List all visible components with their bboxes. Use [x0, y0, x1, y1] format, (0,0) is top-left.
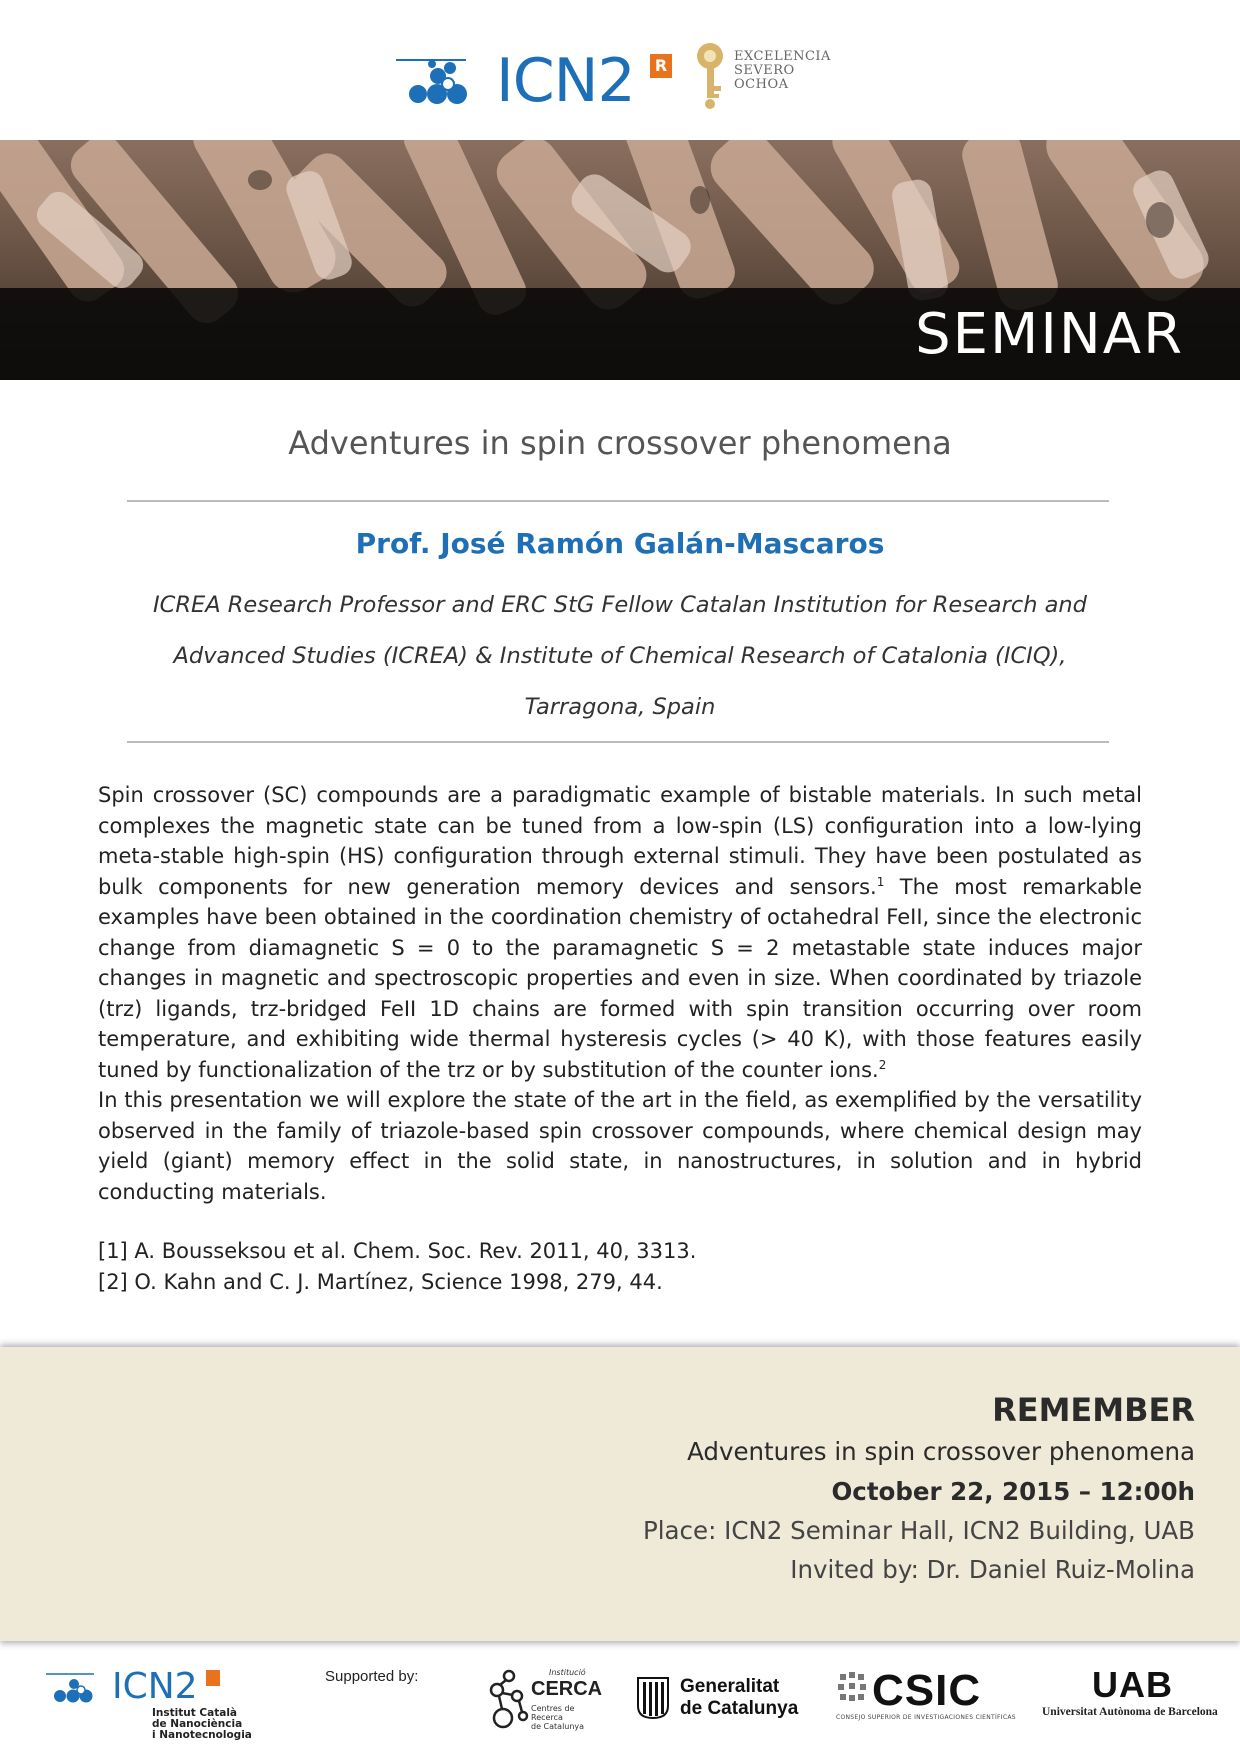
- remember-date: October 22, 2015 – 12:00h: [831, 1477, 1195, 1506]
- icn2-molecule-icon: [44, 1666, 112, 1710]
- citation-marker: 2: [878, 1057, 887, 1072]
- cerca-network-icon: [487, 1668, 531, 1732]
- affiliation-line: ICREA Research Professor and ERC StG Fellow Catalan Institution for Research and: [153, 592, 1087, 618]
- reference-item: [1] A. Bousseksou et al. Chem. Soc. Rev. 2011, 40, 3313.: [98, 1239, 697, 1263]
- uab-subtitle: Universitat Autònoma de Barcelona: [1042, 1706, 1218, 1718]
- abstract-paragraph: [98, 780, 1142, 1085]
- footer-icn2-badge: [206, 1670, 220, 1686]
- severo-line: OCHOA: [734, 77, 789, 92]
- citation-marker: 1: [876, 874, 885, 889]
- severo-ochoa-logo: [692, 40, 852, 112]
- abstract-text: Spin crossover (SC) compounds are a paradigmatic example of bistable materials. In such metal complexes the magnetic state can be tuned from a low-spin (LS) configuration into a low-lying meta-stable high-spin (HS) configuration through external stimuli. They have been postulated as bulk components for new generation memory devices and sensors.: [98, 783, 1142, 899]
- header-logos: [0, 36, 1240, 116]
- csic-wordmark: CSIC: [872, 1666, 982, 1715]
- icn2-badge: R: [650, 54, 672, 78]
- icn2-sub-line: Institut Català: [152, 1707, 237, 1719]
- cerca-subtitle: [531, 1704, 607, 1731]
- icn2-molecule-icon: [392, 46, 496, 116]
- supported-by-label: Supported by:: [325, 1668, 419, 1685]
- speaker-name: Prof. José Ramón Galán-Mascaros: [355, 527, 885, 560]
- remember-heading: REMEMBER: [992, 1391, 1195, 1429]
- generalitat-logo: [636, 1676, 806, 1726]
- severo-ochoa-text: [734, 50, 831, 92]
- references: [98, 1236, 1142, 1298]
- icn2-logo: [392, 46, 692, 116]
- cerca-institucio: Institució: [549, 1668, 586, 1677]
- severo-line: SEVERO: [734, 63, 795, 78]
- banner-title: SEMINAR: [915, 302, 1184, 367]
- speaker-affiliation: [150, 580, 1090, 733]
- generalitat-stripes-icon: [636, 1676, 670, 1720]
- cerca-logo: [487, 1668, 607, 1738]
- seminar-banner: [0, 140, 1240, 380]
- uab-logo: [1040, 1664, 1225, 1730]
- icn2-sub-line: i Nanotecnologia: [152, 1729, 252, 1741]
- generalitat-line: de Catalunya: [680, 1698, 799, 1719]
- footer-icn2-wordmark: ICN2: [112, 1666, 198, 1707]
- reference-item: [2] O. Kahn and C. J. Martínez, Science 1998, 279, 44.: [98, 1270, 663, 1294]
- cerca-sub-line: Centres de Recerca: [531, 1704, 575, 1722]
- csic-subtitle: CONSEJO SUPERIOR DE INVESTIGACIONES CIENTÍFICAS: [836, 1714, 1016, 1721]
- footer-icn2-subtitle: [152, 1708, 252, 1741]
- footer-icn2-logo: [44, 1666, 254, 1746]
- abstract-paragraph: In this presentation we will explore the state of the art in the field, as exemplified by the versatility observed in the family of triazole-based spin crossover compounds, where chemical design may yield (giant) memory effect in the solid state, in nanostructures, in solution and in hybrid conducting materials.: [98, 1088, 1142, 1204]
- icn2-sub-line: de Nanociència: [152, 1718, 243, 1730]
- cerca-wordmark: CERCA: [531, 1678, 603, 1700]
- remember-invited-by: Invited by: Dr. Daniel Ruiz-Molina: [790, 1555, 1195, 1584]
- cerca-sub-line: de Catalunya: [531, 1722, 585, 1731]
- affiliation-line: Tarragona, Spain: [524, 694, 716, 720]
- talk-title: Adventures in spin crossover phenomena: [288, 424, 952, 462]
- generalitat-line: Generalitat: [680, 1676, 780, 1697]
- footer-sponsors: [0, 1654, 1240, 1754]
- uab-wordmark: UAB: [1092, 1664, 1173, 1705]
- icn2-wordmark: ICN2: [496, 46, 635, 116]
- divider-bottom: [127, 741, 1109, 743]
- divider-top: [127, 500, 1109, 502]
- csic-emblem-icon: [836, 1670, 868, 1710]
- abstract: [98, 780, 1142, 1207]
- generalitat-text: [680, 1676, 798, 1720]
- affiliation-line: Advanced Studies (ICREA) & Institute of Chemical Research of Catalonia (ICIQ),: [173, 643, 1067, 669]
- remember-box: [0, 1347, 1240, 1641]
- csic-logo: [836, 1666, 1016, 1730]
- remember-title: Adventures in spin crossover phenomena: [687, 1437, 1195, 1466]
- abstract-text: The most remarkable examples have been obtained in the coordination chemistry of octahedral FeII, since the electronic change from diamagnetic S = 0 to the paramagnetic S = 2 metastable state induces major changes in magnetic and spectroscopic properties and even in size. When coordinated by triazole (trz) ligands, trz-bridged FeII 1D chains are formed with spin transition occurring over room temperature, and exhibiting wide thermal hysteresis cycles (> 40 K), with those features easily tuned by functionalization of the trz or by substitution of the counter ions.: [98, 874, 1142, 1082]
- severo-ochoa-key-icon: [692, 40, 730, 112]
- remember-place: Place: ICN2 Seminar Hall, ICN2 Building, UAB: [642, 1516, 1195, 1545]
- severo-line: EXCELENCIA: [734, 49, 831, 64]
